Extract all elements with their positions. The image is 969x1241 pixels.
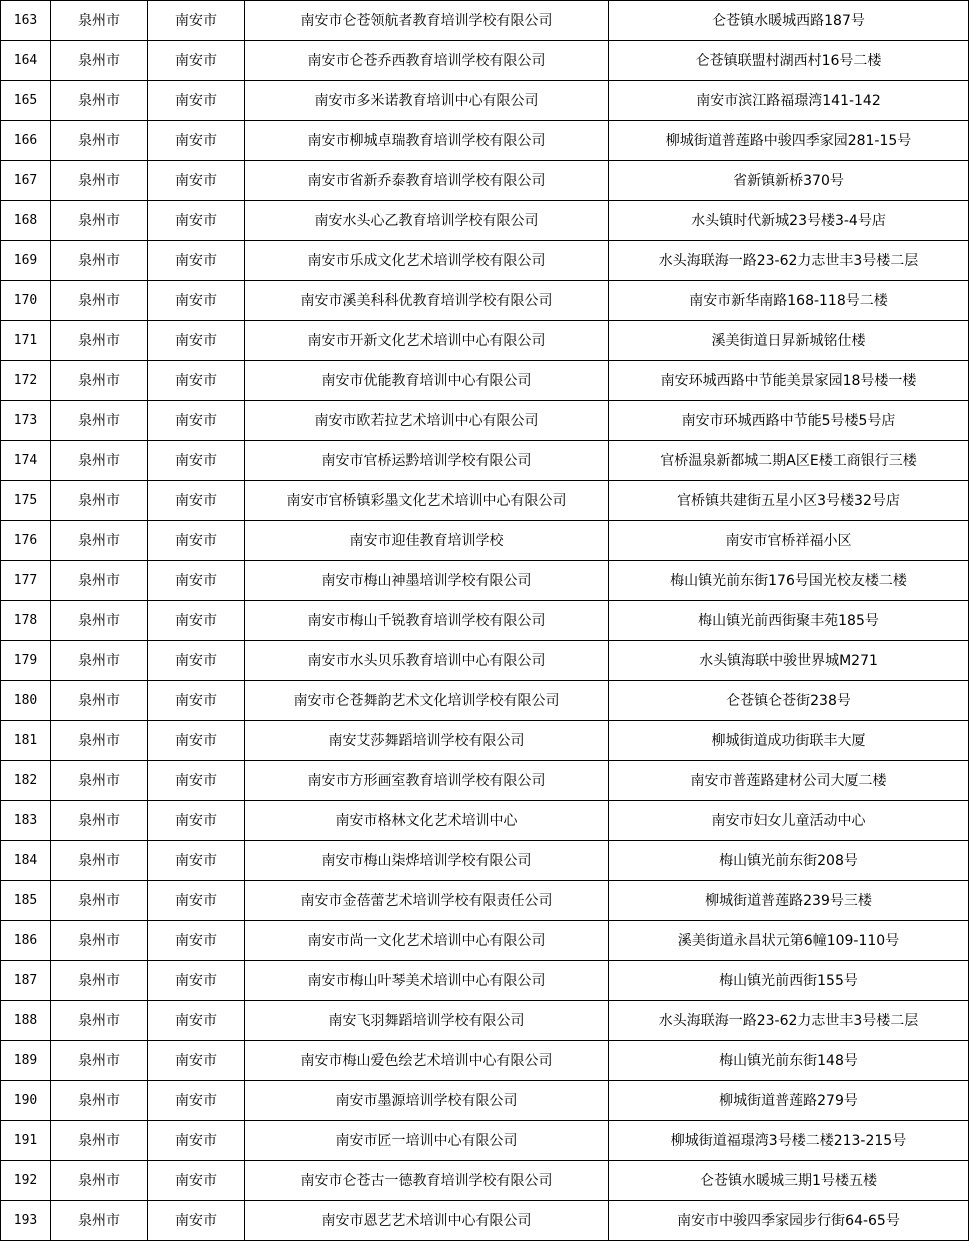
county-cell: 南安市 <box>148 441 245 481</box>
row-number-cell: 176 <box>1 521 51 561</box>
city-cell: 泉州市 <box>51 841 148 881</box>
table-row <box>1 641 969 681</box>
address-cell: 柳城街道成功街联丰大厦 <box>609 721 969 761</box>
institution-name-cell: 南安市仑苍古一德教育培训学校有限公司 <box>245 1161 609 1201</box>
county-cell: 南安市 <box>148 601 245 641</box>
city-cell: 泉州市 <box>51 401 148 441</box>
row-number-cell: 164 <box>1 41 51 81</box>
city-cell: 泉州市 <box>51 281 148 321</box>
county-cell: 南安市 <box>148 641 245 681</box>
institution-name-cell: 南安市水头贝乐教育培训中心有限公司 <box>245 641 609 681</box>
city-cell: 泉州市 <box>51 1161 148 1201</box>
address-cell: 柳城街道福璟湾3号楼二楼213-215号 <box>609 1121 969 1161</box>
table-row <box>1 761 969 801</box>
address-cell: 梅山镇光前东街176号国光校友楼二楼 <box>609 561 969 601</box>
row-number-cell: 188 <box>1 1001 51 1041</box>
county-cell: 南安市 <box>148 881 245 921</box>
address-cell: 南安环城西路中节能美景家园18号楼一楼 <box>609 361 969 401</box>
address-cell: 梅山镇光前西街155号 <box>609 961 969 1001</box>
address-cell: 水头镇海联中骏世界城M271 <box>609 641 969 681</box>
institution-name-cell: 南安市梅山神墨培训学校有限公司 <box>245 561 609 601</box>
row-number-cell: 185 <box>1 881 51 921</box>
county-cell: 南安市 <box>148 241 245 281</box>
table-row <box>1 121 969 161</box>
table-row <box>1 241 969 281</box>
city-cell: 泉州市 <box>51 521 148 561</box>
institution-name-cell: 南安市省新乔泰教育培训学校有限公司 <box>245 161 609 201</box>
institution-name-cell: 南安市格林文化艺术培训中心 <box>245 801 609 841</box>
table-row <box>1 1001 969 1041</box>
institution-name-cell: 南安市墨源培训学校有限公司 <box>245 1081 609 1121</box>
institution-name-cell: 南安市梅山爱色绘艺术培训中心有限公司 <box>245 1041 609 1081</box>
city-cell: 泉州市 <box>51 201 148 241</box>
city-cell: 泉州市 <box>51 721 148 761</box>
table-row <box>1 161 969 201</box>
table-row <box>1 81 969 121</box>
table-row <box>1 881 969 921</box>
table-row <box>1 1161 969 1201</box>
city-cell: 泉州市 <box>51 921 148 961</box>
county-cell: 南安市 <box>148 121 245 161</box>
city-cell: 泉州市 <box>51 601 148 641</box>
table-row <box>1 561 969 601</box>
county-cell: 南安市 <box>148 161 245 201</box>
table-row <box>1 681 969 721</box>
county-cell: 南安市 <box>148 281 245 321</box>
institution-name-cell: 南安市尚一文化艺术培训中心有限公司 <box>245 921 609 961</box>
row-number-cell: 163 <box>1 1 51 41</box>
address-cell: 南安市官桥祥福小区 <box>609 521 969 561</box>
row-number-cell: 167 <box>1 161 51 201</box>
table-row <box>1 1041 969 1081</box>
address-cell: 仑苍镇联盟村湖西村16号二楼 <box>609 41 969 81</box>
institution-name-cell: 南安市仑苍乔西教育培训学校有限公司 <box>245 41 609 81</box>
row-number-cell: 183 <box>1 801 51 841</box>
address-cell: 南安市普莲路建材公司大厦二楼 <box>609 761 969 801</box>
address-cell: 南安市妇女儿童活动中心 <box>609 801 969 841</box>
city-cell: 泉州市 <box>51 561 148 601</box>
row-number-cell: 170 <box>1 281 51 321</box>
county-cell: 南安市 <box>148 481 245 521</box>
city-cell: 泉州市 <box>51 361 148 401</box>
row-number-cell: 191 <box>1 1121 51 1161</box>
city-cell: 泉州市 <box>51 1121 148 1161</box>
address-cell: 省新镇新桥370号 <box>609 161 969 201</box>
table-row <box>1 601 969 641</box>
institution-name-cell: 南安市溪美科科优教育培训学校有限公司 <box>245 281 609 321</box>
table-row <box>1 961 969 1001</box>
table-row <box>1 201 969 241</box>
address-cell: 梅山镇光前东街208号 <box>609 841 969 881</box>
row-number-cell: 184 <box>1 841 51 881</box>
address-cell: 水头镇时代新城23号楼3-4号店 <box>609 201 969 241</box>
city-cell: 泉州市 <box>51 881 148 921</box>
county-cell: 南安市 <box>148 721 245 761</box>
institution-name-cell: 南安市仑苍舞韵艺术文化培训学校有限公司 <box>245 681 609 721</box>
institution-name-cell: 南安艾莎舞蹈培训学校有限公司 <box>245 721 609 761</box>
table-row <box>1 41 969 81</box>
city-cell: 泉州市 <box>51 481 148 521</box>
institution-name-cell: 南安市梅山叶琴美术培训中心有限公司 <box>245 961 609 1001</box>
county-cell: 南安市 <box>148 961 245 1001</box>
address-cell: 南安市滨江路福璟湾141-142 <box>609 81 969 121</box>
address-cell: 柳城街道普莲路279号 <box>609 1081 969 1121</box>
county-cell: 南安市 <box>148 521 245 561</box>
county-cell: 南安市 <box>148 1041 245 1081</box>
table-row <box>1 1 969 41</box>
row-number-cell: 180 <box>1 681 51 721</box>
county-cell: 南安市 <box>148 921 245 961</box>
row-number-cell: 168 <box>1 201 51 241</box>
city-cell: 泉州市 <box>51 81 148 121</box>
county-cell: 南安市 <box>148 1161 245 1201</box>
city-cell: 泉州市 <box>51 1201 148 1241</box>
table-row <box>1 281 969 321</box>
address-cell: 梅山镇光前西街聚丰苑185号 <box>609 601 969 641</box>
city-cell: 泉州市 <box>51 761 148 801</box>
address-cell: 溪美街道永昌状元第6幢109-110号 <box>609 921 969 961</box>
institution-name-cell: 南安市柳城卓瑞教育培训学校有限公司 <box>245 121 609 161</box>
table-row <box>1 801 969 841</box>
institution-name-cell: 南安水头心乙教育培训学校有限公司 <box>245 201 609 241</box>
city-cell: 泉州市 <box>51 681 148 721</box>
address-cell: 柳城街道普莲路239号三楼 <box>609 881 969 921</box>
row-number-cell: 186 <box>1 921 51 961</box>
institution-name-cell: 南安市开新文化艺术培训中心有限公司 <box>245 321 609 361</box>
institution-name-cell: 南安市迎佳教育培训学校 <box>245 521 609 561</box>
institution-name-cell: 南安市欧若拉艺术培训中心有限公司 <box>245 401 609 441</box>
row-number-cell: 179 <box>1 641 51 681</box>
row-number-cell: 181 <box>1 721 51 761</box>
row-number-cell: 189 <box>1 1041 51 1081</box>
county-cell: 南安市 <box>148 841 245 881</box>
institution-name-cell: 南安市多米诺教育培训中心有限公司 <box>245 81 609 121</box>
row-number-cell: 177 <box>1 561 51 601</box>
address-cell: 官桥镇共建街五星小区3号楼32号店 <box>609 481 969 521</box>
row-number-cell: 166 <box>1 121 51 161</box>
address-cell: 水头海联海一路23-62力志世丰3号楼二层 <box>609 1001 969 1041</box>
table-row <box>1 841 969 881</box>
institution-name-cell: 南安市仑苍领航者教育培训学校有限公司 <box>245 1 609 41</box>
county-cell: 南安市 <box>148 1081 245 1121</box>
table-row <box>1 921 969 961</box>
county-cell: 南安市 <box>148 401 245 441</box>
city-cell: 泉州市 <box>51 1001 148 1041</box>
address-cell: 梅山镇光前东街148号 <box>609 1041 969 1081</box>
institution-name-cell: 南安市方形画室教育培训学校有限公司 <box>245 761 609 801</box>
institution-name-cell: 南安市优能教育培训中心有限公司 <box>245 361 609 401</box>
address-cell: 水头海联海一路23-62力志世丰3号楼二层 <box>609 241 969 281</box>
institution-name-cell: 南安飞羽舞蹈培训学校有限公司 <box>245 1001 609 1041</box>
row-number-cell: 187 <box>1 961 51 1001</box>
institution-name-cell: 南安市梅山千锐教育培训学校有限公司 <box>245 601 609 641</box>
table-row <box>1 321 969 361</box>
table-row <box>1 1201 969 1241</box>
county-cell: 南安市 <box>148 1001 245 1041</box>
row-number-cell: 182 <box>1 761 51 801</box>
address-cell: 官桥温泉新都城二期A区E楼工商银行三楼 <box>609 441 969 481</box>
city-cell: 泉州市 <box>51 41 148 81</box>
address-cell: 仑苍镇仑苍街238号 <box>609 681 969 721</box>
address-cell: 仑苍镇水暖城西路187号 <box>609 1 969 41</box>
city-cell: 泉州市 <box>51 641 148 681</box>
table-row <box>1 441 969 481</box>
address-cell: 柳城街道普莲路中骏四季家园281-15号 <box>609 121 969 161</box>
county-cell: 南安市 <box>148 321 245 361</box>
institution-name-cell: 南安市梅山柒烨培训学校有限公司 <box>245 841 609 881</box>
table-row <box>1 521 969 561</box>
city-cell: 泉州市 <box>51 1041 148 1081</box>
row-number-cell: 192 <box>1 1161 51 1201</box>
row-number-cell: 193 <box>1 1201 51 1241</box>
city-cell: 泉州市 <box>51 241 148 281</box>
city-cell: 泉州市 <box>51 801 148 841</box>
row-number-cell: 172 <box>1 361 51 401</box>
city-cell: 泉州市 <box>51 321 148 361</box>
row-number-cell: 169 <box>1 241 51 281</box>
table-row <box>1 1081 969 1121</box>
row-number-cell: 165 <box>1 81 51 121</box>
institution-name-cell: 南安市乐成文化艺术培训学校有限公司 <box>245 241 609 281</box>
institution-name-cell: 南安市匠一培训中心有限公司 <box>245 1121 609 1161</box>
row-number-cell: 174 <box>1 441 51 481</box>
table-row <box>1 721 969 761</box>
address-cell: 仑苍镇水暖城三期1号楼五楼 <box>609 1161 969 1201</box>
city-cell: 泉州市 <box>51 121 148 161</box>
county-cell: 南安市 <box>148 801 245 841</box>
county-cell: 南安市 <box>148 81 245 121</box>
table-row <box>1 401 969 441</box>
address-cell: 南安市中骏四季家园步行街64-65号 <box>609 1201 969 1241</box>
county-cell: 南安市 <box>148 681 245 721</box>
institution-name-cell: 南安市官桥镇彩墨文化艺术培训中心有限公司 <box>245 481 609 521</box>
county-cell: 南安市 <box>148 1 245 41</box>
county-cell: 南安市 <box>148 561 245 601</box>
address-cell: 南安市环城西路中节能5号楼5号店 <box>609 401 969 441</box>
row-number-cell: 190 <box>1 1081 51 1121</box>
row-number-cell: 171 <box>1 321 51 361</box>
table-body <box>1 1 969 1241</box>
address-cell: 溪美街道日昇新城铭仕楼 <box>609 321 969 361</box>
county-cell: 南安市 <box>148 761 245 801</box>
row-number-cell: 178 <box>1 601 51 641</box>
county-cell: 南安市 <box>148 201 245 241</box>
county-cell: 南安市 <box>148 361 245 401</box>
institution-name-cell: 南安市官桥运黔培训学校有限公司 <box>245 441 609 481</box>
city-cell: 泉州市 <box>51 1081 148 1121</box>
table-row <box>1 1121 969 1161</box>
table-row <box>1 481 969 521</box>
institution-name-cell: 南安市金蓓蕾艺术培训学校有限责任公司 <box>245 881 609 921</box>
county-cell: 南安市 <box>148 41 245 81</box>
city-cell: 泉州市 <box>51 441 148 481</box>
county-cell: 南安市 <box>148 1121 245 1161</box>
city-cell: 泉州市 <box>51 1 148 41</box>
address-cell: 南安市新华南路168-118号二楼 <box>609 281 969 321</box>
table-row <box>1 361 969 401</box>
row-number-cell: 173 <box>1 401 51 441</box>
city-cell: 泉州市 <box>51 161 148 201</box>
city-cell: 泉州市 <box>51 961 148 1001</box>
county-cell: 南安市 <box>148 1201 245 1241</box>
row-number-cell: 175 <box>1 481 51 521</box>
institution-name-cell: 南安市恩艺艺术培训中心有限公司 <box>245 1201 609 1241</box>
